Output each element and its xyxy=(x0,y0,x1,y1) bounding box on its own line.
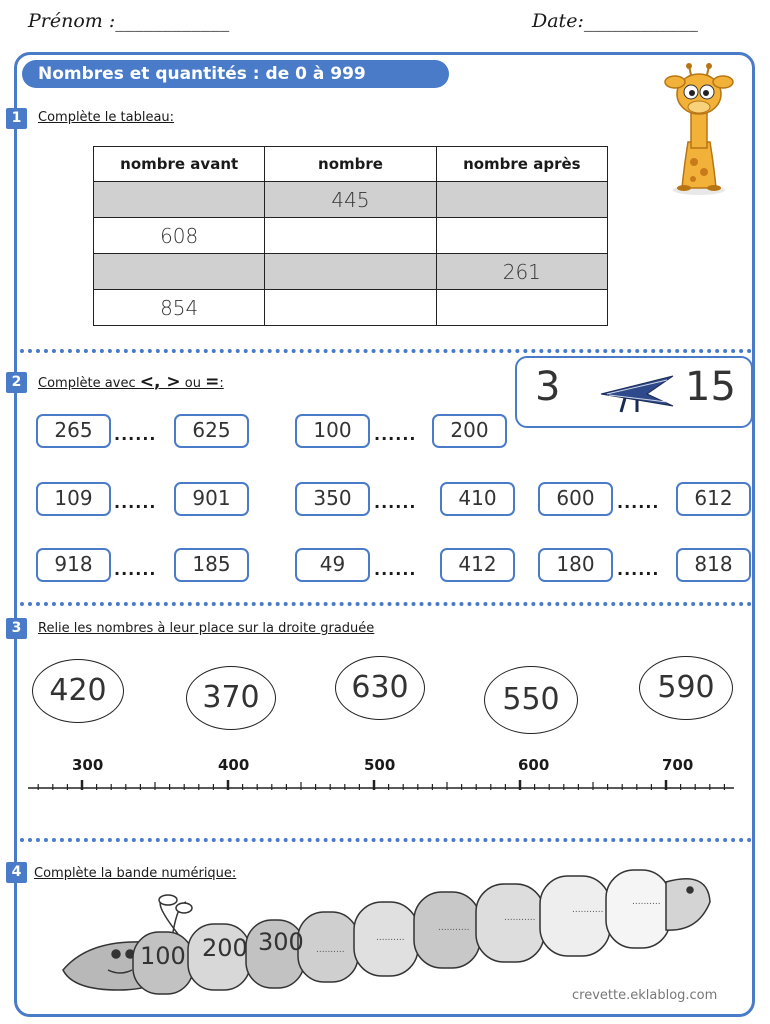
table-cell[interactable]: 608 xyxy=(94,218,265,254)
table-cell[interactable] xyxy=(265,218,436,254)
compare-left-box[interactable]: 918 xyxy=(36,548,111,582)
table-cell[interactable] xyxy=(94,182,265,218)
compare-blank[interactable]: ...... xyxy=(114,493,157,512)
example-right-number: 15 xyxy=(685,364,736,410)
table-header: nombre après xyxy=(436,147,607,182)
svg-text:..........: .......... xyxy=(376,933,405,943)
section-divider xyxy=(20,602,752,606)
compare-left-box[interactable]: 265 xyxy=(36,414,111,448)
section-divider xyxy=(20,838,752,842)
section-3-instruction: Relie les nombres à leur place sur la droite graduée xyxy=(38,621,375,636)
section-2-badge: 2 xyxy=(6,372,27,393)
less-than-symbol: < xyxy=(139,372,154,392)
ruler-label: 300 xyxy=(72,756,104,774)
equals-symbol: = xyxy=(205,372,220,392)
compare-left-box[interactable]: 109 xyxy=(36,482,111,516)
section-1-badge: 1 xyxy=(6,108,27,129)
svg-text:..........: .......... xyxy=(632,897,661,907)
caterpillar-value: 300 xyxy=(258,928,304,956)
table-header: nombre avant xyxy=(94,147,265,182)
compare-right-box[interactable]: 901 xyxy=(174,482,249,516)
table-header: nombre xyxy=(265,147,436,182)
date-label: Date:____________ xyxy=(532,10,698,32)
compare-right-box[interactable]: 818 xyxy=(676,548,751,582)
compare-right-box[interactable]: 185 xyxy=(174,548,249,582)
number-egg[interactable]: 370 xyxy=(186,666,276,730)
number-egg[interactable]: 420 xyxy=(32,659,124,723)
table-cell[interactable] xyxy=(265,290,436,326)
prenom-label: Prénom :____________ xyxy=(28,10,230,32)
compare-blank[interactable]: ...... xyxy=(617,560,660,579)
table-cell[interactable] xyxy=(436,218,607,254)
compare-blank[interactable]: ...... xyxy=(114,560,157,579)
compare-right-box[interactable]: 612 xyxy=(676,482,751,516)
example-left-number: 3 xyxy=(535,364,561,410)
or-text: ou xyxy=(180,376,206,391)
section-divider xyxy=(20,349,752,353)
table-row xyxy=(94,290,608,326)
table-row xyxy=(94,218,608,254)
number-line xyxy=(28,778,738,794)
compare-blank[interactable]: ...... xyxy=(374,560,417,579)
svg-text:...........: ........... xyxy=(504,913,536,923)
table-cell[interactable] xyxy=(94,254,265,290)
compare-blank[interactable]: ...... xyxy=(617,493,660,512)
section-1-instruction: Complète le tableau: xyxy=(38,110,175,125)
section-4-badge: 4 xyxy=(6,862,27,883)
caterpillar-value: 200 xyxy=(202,934,248,962)
table-cell[interactable]: 261 xyxy=(436,254,607,290)
table-cell[interactable]: 445 xyxy=(265,182,436,218)
compare-left-box[interactable]: 100 xyxy=(295,414,370,448)
table-row xyxy=(94,254,608,290)
compare-left-box[interactable]: 180 xyxy=(538,548,613,582)
table-cell[interactable] xyxy=(436,182,607,218)
section-2-instruction xyxy=(38,372,224,392)
separator: , xyxy=(153,372,167,392)
svg-text:...........: ........... xyxy=(438,923,470,933)
caterpillar-value: 100 xyxy=(140,942,186,970)
ruler-label: 500 xyxy=(364,756,396,774)
worksheet-title: Nombres et quantités : de 0 à 999 xyxy=(22,60,449,88)
svg-text:...........: ........... xyxy=(572,905,604,915)
ruler-label: 700 xyxy=(662,756,694,774)
compare-right-box[interactable]: 410 xyxy=(440,482,515,516)
example-box xyxy=(515,356,753,428)
number-egg[interactable]: 630 xyxy=(335,656,425,720)
compare-blank[interactable]: ...... xyxy=(114,425,157,444)
compare-right-box[interactable]: 200 xyxy=(432,414,507,448)
compare-right-box[interactable]: 412 xyxy=(440,548,515,582)
compare-right-box[interactable]: 625 xyxy=(174,414,249,448)
colon-text: : xyxy=(219,376,224,391)
crocodile-icon xyxy=(597,368,681,418)
number-egg[interactable]: 550 xyxy=(484,666,578,734)
compare-left-box[interactable]: 49 xyxy=(295,548,370,582)
ruler-label: 400 xyxy=(218,756,250,774)
greater-than-symbol: > xyxy=(166,372,181,392)
number-egg[interactable]: 590 xyxy=(639,656,733,720)
table-header-row xyxy=(94,147,608,182)
section-3-badge: 3 xyxy=(6,618,27,639)
table-row xyxy=(94,182,608,218)
compare-blank[interactable]: ...... xyxy=(374,493,417,512)
svg-text:..........: .......... xyxy=(316,945,345,955)
table-cell[interactable]: 854 xyxy=(94,290,265,326)
giraffe-mascot xyxy=(660,62,738,198)
number-table xyxy=(93,146,608,326)
table-cell[interactable] xyxy=(265,254,436,290)
ruler-label: 600 xyxy=(518,756,550,774)
compare-left-box[interactable]: 350 xyxy=(295,482,370,516)
compare-blank[interactable]: ...... xyxy=(374,425,417,444)
instruction-text: Complète avec xyxy=(38,376,140,391)
section-4-instruction: Complète la bande numérique: xyxy=(34,866,237,881)
credit-text: crevette.eklablog.com xyxy=(572,988,718,1003)
table-cell[interactable] xyxy=(436,290,607,326)
compare-left-box[interactable]: 600 xyxy=(538,482,613,516)
